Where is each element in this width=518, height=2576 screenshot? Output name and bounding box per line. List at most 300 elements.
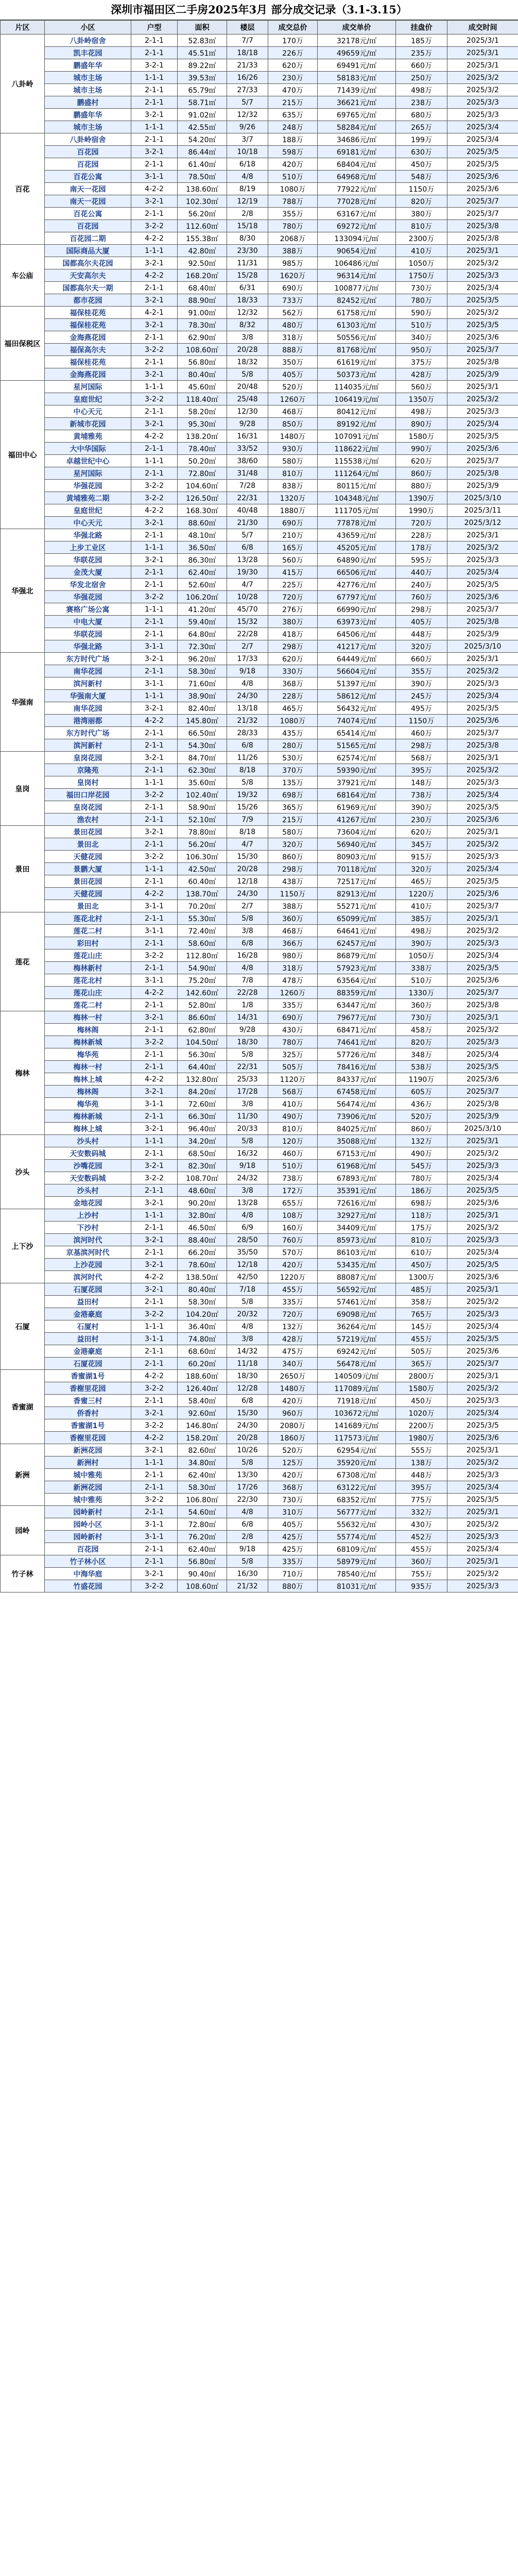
cell-deal-date: 2025/3/5 (447, 1494, 518, 1506)
cell-listing-price: 1150万 (396, 715, 447, 727)
cell-floor: 5/8 (227, 1135, 268, 1147)
cell-unit-price: 51397元/㎡ (318, 677, 396, 690)
cell-listing-price: 448万 (396, 1469, 447, 1481)
cell-area: 82.60㎡ (178, 1444, 227, 1456)
cell-area: 50.20㎡ (178, 455, 227, 467)
cell-layout: 2-1-1 (131, 356, 178, 368)
cell-deal-date: 2025/3/5 (447, 146, 518, 158)
cell-unit-price: 68109元/㎡ (318, 1543, 396, 1555)
cell-area: 48.10㎡ (178, 529, 227, 541)
cell-layout: 2-1-1 (131, 875, 178, 888)
region-cell: 八卦岭 (1, 35, 45, 133)
cell-community: 南华花园 (45, 702, 131, 715)
cell-unit-price: 64968元/㎡ (318, 171, 396, 183)
region-cell: 车公庙 (1, 245, 45, 307)
cell-layout: 2-1-1 (131, 999, 178, 1011)
cell-total-price: 320万 (268, 838, 318, 851)
cell-layout: 1-1-1 (131, 121, 178, 133)
cell-unit-price: 69242元/㎡ (318, 1345, 396, 1358)
cell-listing-price: 428万 (396, 368, 447, 381)
cell-layout: 2-1-1 (131, 1222, 178, 1234)
region-cell: 皇岗 (1, 752, 45, 826)
cell-community: 福保桂花苑 (45, 356, 131, 368)
cell-floor: 20/32 (227, 1308, 268, 1320)
cell-area: 138.50㎡ (178, 1271, 227, 1283)
cell-layout: 1-1-1 (131, 541, 178, 554)
cell-listing-price: 780万 (396, 294, 447, 307)
cell-layout: 2-1-1 (131, 331, 178, 344)
cell-listing-price: 860万 (396, 467, 447, 480)
region-cell: 香蜜湖 (1, 1370, 45, 1444)
cell-community: 南天一花园 (45, 195, 131, 208)
cell-layout: 4-2-2 (131, 504, 178, 517)
table-row (1, 294, 518, 307)
cell-area: 32.80㎡ (178, 1209, 227, 1222)
table-row (1, 1086, 518, 1098)
cell-area: 35.60㎡ (178, 776, 227, 789)
cell-area: 64.40㎡ (178, 1061, 227, 1073)
cell-listing-price: 498万 (396, 925, 447, 937)
cell-deal-date: 2025/3/3 (447, 776, 518, 789)
cell-layout: 3-2-1 (131, 826, 178, 838)
cell-layout: 3-2-2 (131, 1382, 178, 1395)
cell-layout: 1-1-1 (131, 1135, 178, 1147)
table-row (1, 1135, 518, 1147)
cell-community: 园岭小区 (45, 1518, 131, 1531)
region-cell: 莲花 (1, 912, 45, 1011)
cell-unit-price: 78416元/㎡ (318, 1061, 396, 1073)
cell-community: 华强北路 (45, 640, 131, 653)
cell-unit-price: 57923元/㎡ (318, 962, 396, 974)
cell-community: 上步工业区 (45, 541, 131, 554)
cell-area: 62.80㎡ (178, 1024, 227, 1036)
cell-area: 95.30㎡ (178, 418, 227, 430)
cell-community: 百花公寓 (45, 171, 131, 183)
cell-listing-price: 490万 (396, 1147, 447, 1160)
cell-unit-price: 106486元/㎡ (318, 257, 396, 269)
cell-floor: 12/32 (227, 109, 268, 121)
cell-listing-price: 610万 (396, 1246, 447, 1259)
cell-layout: 4-2-2 (131, 1271, 178, 1283)
cell-area: 58.40㎡ (178, 1395, 227, 1407)
cell-floor: 2/7 (227, 900, 268, 912)
cell-layout: 2-1-1 (131, 1555, 178, 1568)
cell-area: 108.70㎡ (178, 1172, 227, 1184)
table-row (1, 1555, 518, 1568)
table-row (1, 220, 518, 232)
cell-deal-date: 2025/3/1 (447, 35, 518, 47)
cell-area: 91.00㎡ (178, 307, 227, 319)
cell-unit-price: 56604元/㎡ (318, 665, 396, 677)
cell-listing-price: 2200万 (396, 1419, 447, 1432)
cell-area: 48.60㎡ (178, 1184, 227, 1197)
cell-layout: 2-1-1 (131, 1469, 178, 1481)
cell-total-price: 880万 (268, 1580, 318, 1592)
cell-floor: 2/8 (227, 1531, 268, 1543)
table-row (1, 1382, 518, 1395)
cell-layout: 3-2-1 (131, 319, 178, 331)
cell-community: 鹏盛村 (45, 96, 131, 109)
cell-community: 上沙村 (45, 1209, 131, 1222)
cell-community: 景鹏大厦 (45, 863, 131, 875)
cell-layout: 1-1-1 (131, 1456, 178, 1469)
cell-listing-price: 1220万 (396, 888, 447, 900)
cell-area: 168.30㎡ (178, 504, 227, 517)
cell-unit-price: 57726元/㎡ (318, 1048, 396, 1061)
cell-unit-price: 62457元/㎡ (318, 937, 396, 950)
table-header-row (1, 21, 518, 35)
cell-community: 华联花园 (45, 628, 131, 640)
region-cell: 梅林 (1, 1011, 45, 1135)
table-row (1, 1209, 518, 1222)
cell-listing-price: 680万 (396, 109, 447, 121)
cell-area: 58.30㎡ (178, 1296, 227, 1308)
cell-area: 89.22㎡ (178, 59, 227, 72)
table-row (1, 492, 518, 504)
cell-community: 皇岗花园 (45, 801, 131, 814)
cell-area: 126.40㎡ (178, 1382, 227, 1395)
cell-layout: 3-2-2 (131, 393, 178, 405)
cell-layout: 2-1-1 (131, 727, 178, 739)
cell-total-price: 430万 (268, 1024, 318, 1036)
cell-listing-price: 510万 (396, 974, 447, 987)
cell-total-price: 620万 (268, 653, 318, 665)
cell-total-price: 435万 (268, 727, 318, 739)
cell-layout: 3-2-1 (131, 146, 178, 158)
cell-listing-price: 230万 (396, 814, 447, 826)
cell-unit-price: 67797元/㎡ (318, 591, 396, 603)
cell-area: 72.40㎡ (178, 925, 227, 937)
cell-unit-price: 68404元/㎡ (318, 158, 396, 171)
cell-community: 金地花园 (45, 1197, 131, 1209)
cell-layout: 4-2-2 (131, 888, 178, 900)
table-row (1, 1333, 518, 1345)
cell-unit-price: 73906元/㎡ (318, 1110, 396, 1123)
table-row (1, 690, 518, 702)
cell-community: 莲花二村 (45, 925, 131, 937)
table-row (1, 1110, 518, 1123)
cell-deal-date: 2025/3/7 (447, 455, 518, 467)
cell-deal-date: 2025/3/3 (447, 1395, 518, 1407)
cell-floor: 3/8 (227, 1184, 268, 1197)
table-row (1, 1123, 518, 1135)
table-row (1, 665, 518, 677)
cell-total-price: 760万 (268, 1234, 318, 1246)
cell-floor: 6/18 (227, 158, 268, 171)
cell-floor: 25/48 (227, 393, 268, 405)
cell-total-price: 210万 (268, 529, 318, 541)
header-total-price: 成交总价 (268, 21, 318, 35)
cell-deal-date: 2025/3/3 (447, 937, 518, 950)
cell-layout: 3-2-1 (131, 195, 178, 208)
cell-layout: 2-1-1 (131, 467, 178, 480)
region-cell: 园岭 (1, 1506, 45, 1555)
cell-floor: 15/30 (227, 1407, 268, 1419)
cell-deal-date: 2025/3/1 (447, 529, 518, 541)
cell-area: 104.50㎡ (178, 1036, 227, 1048)
cell-unit-price: 63973元/㎡ (318, 616, 396, 628)
cell-layout: 4-2-2 (131, 183, 178, 195)
cell-listing-price: 820万 (396, 195, 447, 208)
cell-area: 78.60㎡ (178, 1259, 227, 1271)
cell-area: 59.40㎡ (178, 616, 227, 628)
cell-deal-date: 2025/3/1 (447, 47, 518, 59)
cell-listing-price: 448万 (396, 628, 447, 640)
cell-area: 45.51㎡ (178, 47, 227, 59)
cell-listing-price: 430万 (396, 1518, 447, 1531)
cell-listing-price: 660万 (396, 59, 447, 72)
table-row (1, 319, 518, 331)
cell-community: 梅林一村 (45, 1011, 131, 1024)
cell-community: 益田村 (45, 1296, 131, 1308)
table-row (1, 84, 518, 96)
cell-layout: 3-1-1 (131, 974, 178, 987)
cell-deal-date: 2025/3/6 (447, 331, 518, 344)
region-cell: 上下沙 (1, 1209, 45, 1283)
cell-total-price: 438万 (268, 875, 318, 888)
cell-total-price: 1080万 (268, 715, 318, 727)
cell-deal-date: 2025/3/7 (447, 1358, 518, 1370)
table-row (1, 1048, 518, 1061)
cell-community: 石厦花园 (45, 1358, 131, 1370)
cell-listing-price: 250万 (396, 72, 447, 84)
cell-floor: 15/30 (227, 851, 268, 863)
cell-listing-price: 620万 (396, 455, 447, 467)
cell-listing-price: 810万 (396, 1234, 447, 1246)
cell-area: 102.40㎡ (178, 789, 227, 801)
cell-layout: 2-1-1 (131, 616, 178, 628)
cell-listing-price: 345万 (396, 838, 447, 851)
cell-community: 国都高尔夫花园 (45, 257, 131, 269)
cell-deal-date: 2025/3/4 (447, 863, 518, 875)
cell-community: 梅林阁 (45, 1024, 131, 1036)
cell-floor: 8/32 (227, 319, 268, 331)
cell-floor: 9/26 (227, 121, 268, 133)
cell-floor: 19/32 (227, 789, 268, 801)
cell-total-price: 455万 (268, 1283, 318, 1296)
cell-floor: 4/8 (227, 962, 268, 974)
cell-listing-price: 660万 (396, 653, 447, 665)
table-row (1, 1073, 518, 1086)
cell-unit-price: 67893元/㎡ (318, 1172, 396, 1184)
cell-community: 香蜜湖1号 (45, 1370, 131, 1382)
cell-floor: 24/30 (227, 888, 268, 900)
cell-listing-price: 199万 (396, 133, 447, 146)
cell-listing-price: 860万 (396, 1123, 447, 1135)
cell-listing-price: 450万 (396, 1395, 447, 1407)
cell-layout: 2-1-1 (131, 1395, 178, 1407)
cell-listing-price: 390万 (396, 677, 447, 690)
table-row (1, 1197, 518, 1209)
cell-layout: 2-1-1 (131, 579, 178, 591)
cell-floor: 4/8 (227, 1506, 268, 1518)
cell-community: 园岭新村 (45, 1506, 131, 1518)
cell-floor: 15/18 (227, 220, 268, 232)
cell-total-price: 710万 (268, 1568, 318, 1580)
cell-listing-price: 1980万 (396, 1432, 447, 1444)
cell-floor: 5/8 (227, 912, 268, 925)
cell-layout: 2-1-1 (131, 208, 178, 220)
cell-deal-date: 2025/3/1 (447, 1506, 518, 1518)
cell-total-price: 698万 (268, 789, 318, 801)
table-row (1, 47, 518, 59)
cell-floor: 24/30 (227, 1419, 268, 1432)
cell-floor: 6/8 (227, 1395, 268, 1407)
cell-area: 108.60㎡ (178, 344, 227, 356)
cell-community: 中电大厦 (45, 616, 131, 628)
cell-area: 64.80㎡ (178, 628, 227, 640)
cell-area: 68.40㎡ (178, 282, 227, 294)
cell-community: 香榭里花园 (45, 1382, 131, 1395)
cell-unit-price: 88359元/㎡ (318, 987, 396, 999)
cell-unit-price: 141689元/㎡ (318, 1419, 396, 1432)
cell-unit-price: 55271元/㎡ (318, 900, 396, 912)
cell-area: 142.60㎡ (178, 987, 227, 999)
table-row (1, 183, 518, 195)
cell-listing-price: 298万 (396, 603, 447, 616)
cell-deal-date: 2025/3/3 (447, 1160, 518, 1172)
cell-area: 106.30㎡ (178, 851, 227, 863)
cell-total-price: 425万 (268, 1543, 318, 1555)
cell-total-price: 340万 (268, 1358, 318, 1370)
cell-community: 星河国际 (45, 467, 131, 480)
cell-community: 金海燕花园 (45, 368, 131, 381)
cell-deal-date: 2025/3/5 (447, 158, 518, 171)
cell-community: 天安高尔夫 (45, 269, 131, 282)
cell-deal-date: 2025/3/7 (447, 603, 518, 616)
cell-unit-price: 78540元/㎡ (318, 1568, 396, 1580)
cell-unit-price: 111264元/㎡ (318, 467, 396, 480)
cell-layout: 2-1-1 (131, 1024, 178, 1036)
cell-listing-price: 2800万 (396, 1370, 447, 1382)
table-row (1, 739, 518, 752)
cell-community: 卓越世纪中心 (45, 455, 131, 467)
cell-area: 72.60㎡ (178, 1098, 227, 1110)
cell-unit-price: 96314元/㎡ (318, 269, 396, 282)
table-row (1, 727, 518, 739)
cell-layout: 2-1-1 (131, 47, 178, 59)
region-cell: 华强南 (1, 653, 45, 752)
table-row (1, 1271, 518, 1283)
cell-community: 大中华国际 (45, 443, 131, 455)
cell-floor: 20/28 (227, 863, 268, 875)
cell-community: 竹盛花园 (45, 1580, 131, 1592)
cell-total-price: 888万 (268, 344, 318, 356)
cell-layout: 4-2-2 (131, 269, 178, 282)
cell-layout: 3-1-1 (131, 1333, 178, 1345)
cell-layout: 3-2-2 (131, 480, 178, 492)
cell-listing-price: 355万 (396, 665, 447, 677)
cell-area: 68.60㎡ (178, 1345, 227, 1358)
cell-layout: 2-1-1 (131, 96, 178, 109)
cell-floor: 16/26 (227, 72, 268, 84)
cell-unit-price: 70118元/㎡ (318, 863, 396, 875)
cell-listing-price: 145万 (396, 1320, 447, 1333)
cell-unit-price: 100877元/㎡ (318, 282, 396, 294)
cell-unit-price: 37921元/㎡ (318, 776, 396, 789)
cell-deal-date: 2025/3/6 (447, 171, 518, 183)
cell-total-price: 510万 (268, 1160, 318, 1172)
cell-listing-price: 510万 (396, 319, 447, 331)
cell-community: 八卦岭宿舍 (45, 35, 131, 47)
cell-community: 鹏盛年华 (45, 59, 131, 72)
cell-community: 梅林新城 (45, 1036, 131, 1048)
cell-deal-date: 2025/3/3 (447, 405, 518, 418)
cell-area: 138.70㎡ (178, 888, 227, 900)
cell-unit-price: 56592元/㎡ (318, 1283, 396, 1296)
cell-unit-price: 32178元/㎡ (318, 35, 396, 47)
cell-floor: 21/32 (227, 1580, 268, 1592)
cell-unit-price: 86103元/㎡ (318, 1246, 396, 1259)
cell-deal-date: 2025/3/1 (447, 1011, 518, 1024)
cell-community: 百花园二期 (45, 232, 131, 245)
cell-area: 62.40㎡ (178, 566, 227, 579)
cell-community: 园岭新村 (45, 1531, 131, 1543)
cell-unit-price: 34686元/㎡ (318, 133, 396, 146)
cell-listing-price: 1190万 (396, 1073, 447, 1086)
cell-total-price: 598万 (268, 146, 318, 158)
table-row (1, 1184, 518, 1197)
table-row (1, 171, 518, 183)
cell-community: 港湾丽都 (45, 715, 131, 727)
cell-layout: 3-1-1 (131, 900, 178, 912)
cell-total-price: 135万 (268, 776, 318, 789)
cell-community: 华强花园 (45, 591, 131, 603)
transactions-table (0, 20, 518, 1592)
cell-deal-date: 2025/3/4 (447, 133, 518, 146)
cell-area: 92.50㎡ (178, 257, 227, 269)
cell-layout: 2-1-1 (131, 1110, 178, 1123)
cell-deal-date: 2025/3/4 (447, 1320, 518, 1333)
cell-listing-price: 185万 (396, 35, 447, 47)
cell-layout: 3-2-1 (131, 1444, 178, 1456)
cell-deal-date: 2025/3/1 (447, 245, 518, 257)
cell-unit-price: 62574元/㎡ (318, 752, 396, 764)
cell-unit-price: 56777元/㎡ (318, 1506, 396, 1518)
cell-area: 39.53㎡ (178, 72, 227, 84)
cell-layout: 3-2-1 (131, 418, 178, 430)
cell-listing-price: 452万 (396, 1531, 447, 1543)
cell-area: 88.90㎡ (178, 294, 227, 307)
cell-area: 78.40㎡ (178, 443, 227, 455)
table-row (1, 541, 518, 554)
cell-total-price: 530万 (268, 752, 318, 764)
cell-layout: 2-1-1 (131, 443, 178, 455)
cell-area: 78.50㎡ (178, 171, 227, 183)
table-row (1, 1172, 518, 1184)
cell-floor: 21/32 (227, 715, 268, 727)
cell-deal-date: 2025/3/1 (447, 1283, 518, 1296)
cell-total-price: 838万 (268, 480, 318, 492)
cell-layout: 2-1-1 (131, 1147, 178, 1160)
cell-area: 138.60㎡ (178, 183, 227, 195)
cell-total-price: 298万 (268, 640, 318, 653)
table-row (1, 146, 518, 158)
cell-floor: 18/32 (227, 356, 268, 368)
cell-unit-price: 50373元/㎡ (318, 368, 396, 381)
cell-community: 城市主场 (45, 121, 131, 133)
cell-area: 56.80㎡ (178, 356, 227, 368)
cell-listing-price: 455万 (396, 1333, 447, 1345)
cell-area: 112.60㎡ (178, 220, 227, 232)
cell-listing-price: 1330万 (396, 987, 447, 999)
cell-community: 京隆苑 (45, 764, 131, 776)
cell-deal-date: 2025/3/5 (447, 1419, 518, 1432)
cell-deal-date: 2025/3/3 (447, 96, 518, 109)
cell-layout: 1-1-1 (131, 603, 178, 616)
cell-community: 梅林阁 (45, 1086, 131, 1098)
cell-unit-price: 82452元/㎡ (318, 294, 396, 307)
